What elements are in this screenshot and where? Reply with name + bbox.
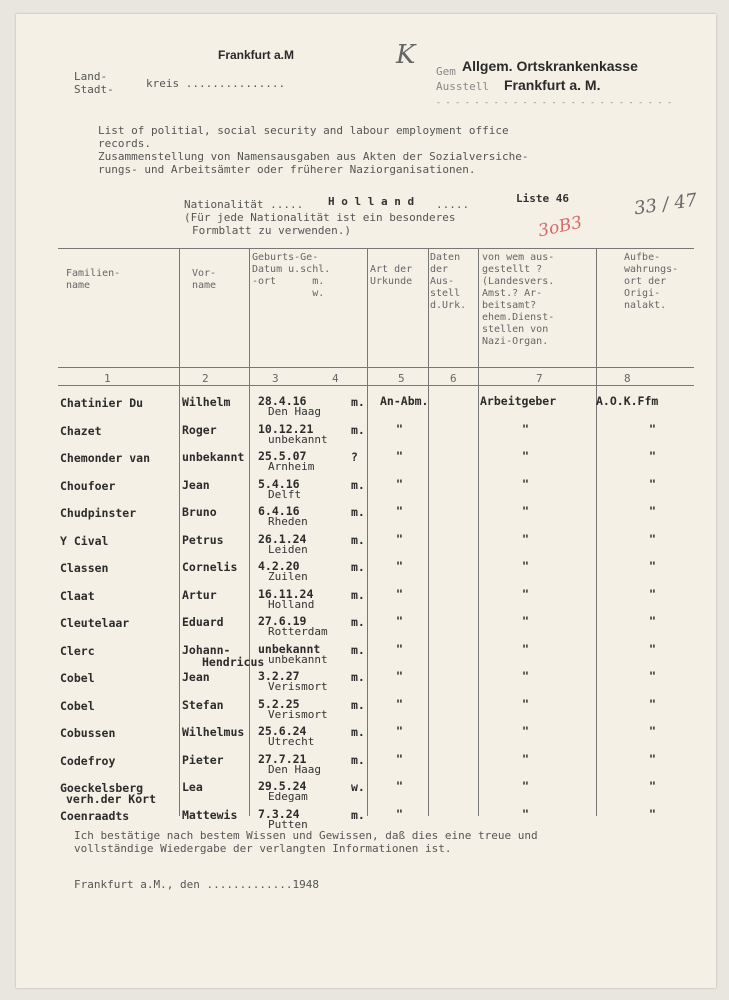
- issuer-cell: ": [522, 641, 529, 656]
- attestation-line-2: vollständige Wiedergabe der verlangten Informationen ist.: [74, 842, 452, 855]
- sex-cell: m.: [351, 560, 365, 574]
- sex-cell: m.: [351, 477, 365, 492]
- birth-place-cell: Utrecht: [268, 735, 315, 748]
- archive-cell: ": [649, 779, 656, 793]
- red-pencil-mark: 3oB3: [536, 212, 584, 242]
- table-number-rule: [58, 385, 694, 386]
- sex-cell: m.: [351, 587, 365, 602]
- birth-place-cell: Arnheim: [268, 460, 315, 473]
- archive-cell: ": [649, 751, 656, 766]
- document-type-cell: ": [396, 559, 403, 573]
- family-name-cell: Goeckelsberg: [60, 781, 144, 795]
- nationality-label: Nationalität .....: [184, 198, 304, 211]
- birth-place-cell: Edegam: [268, 790, 308, 803]
- birth-date-cell: 5.2.25: [258, 696, 300, 711]
- given-name-cell: Petrus: [182, 532, 224, 547]
- birth-place-cell: Rheden: [268, 515, 308, 528]
- issuer-cell: Arbeitgeber: [480, 394, 557, 408]
- document-page: [16, 14, 716, 988]
- col-header-family-name: Familien- name: [66, 268, 121, 291]
- birth-date-cell: 5.4.16: [258, 476, 300, 491]
- birth-date-cell: 6.4.16: [258, 504, 300, 518]
- birth-date-cell: 26.1.24: [258, 531, 307, 546]
- sex-cell: m.: [351, 752, 365, 767]
- handwritten-fraction: 33 / 47: [632, 189, 699, 220]
- given-name-cell: Roger: [182, 422, 217, 437]
- issuer-cell: ": [522, 449, 529, 463]
- col-divider-1: [179, 248, 180, 816]
- birth-date-cell: 4.2.20: [258, 559, 300, 573]
- birth-date-cell: 27.6.19: [258, 614, 307, 628]
- col-number-7: 7: [536, 372, 543, 385]
- col-number-6: 6: [450, 372, 457, 385]
- sex-cell: m.: [351, 642, 365, 657]
- document-type-cell: ": [396, 669, 403, 683]
- insurance-stamp-line2: Frankfurt a. M.: [504, 77, 601, 93]
- sex-cell: ?: [351, 450, 358, 464]
- intro-line-4: rungs- und Arbeitsämter oder früherer Naziorganisationen.: [98, 163, 476, 176]
- issuer-cell: ": [522, 504, 529, 518]
- city-stamp: Frankfurt a.M: [218, 48, 295, 62]
- handwritten-k: K: [396, 40, 416, 70]
- intro-line-3: Zusammenstellung von Namensausgaben aus Akten der Sozialversiche-: [98, 150, 529, 163]
- archive-cell: ": [649, 641, 656, 656]
- sex-cell: m.: [351, 697, 365, 712]
- archive-cell: ": [649, 449, 656, 463]
- issuer-cell: ": [522, 696, 529, 711]
- col-number-1: 1: [104, 372, 111, 385]
- issuer-cell: ": [522, 806, 529, 821]
- document-type-cell: ": [396, 504, 403, 518]
- family-name-cell: Chemonder van: [60, 451, 151, 465]
- birth-date-cell: unbekannt: [258, 641, 321, 656]
- given-name-cell: Lea: [182, 780, 203, 794]
- given-name-cell: Stefan: [182, 697, 224, 712]
- birth-date-cell: 29.5.24: [258, 779, 307, 793]
- sex-cell: w.: [351, 780, 365, 794]
- family-name-cell: Chatinier Du: [60, 396, 144, 410]
- birth-date-cell: 25.6.24: [258, 724, 307, 738]
- issuer-cell: ": [522, 779, 529, 793]
- issuer-cell: ": [522, 669, 529, 683]
- document-type-cell: ": [396, 779, 403, 793]
- gem-label: Gem: [436, 65, 456, 78]
- issuer-cell: ": [522, 531, 529, 546]
- issuer-cell: ": [522, 586, 529, 601]
- intro-line-1: List of politial, social security and labour employment office: [98, 124, 509, 137]
- given-name-cell: Cornelis: [182, 560, 238, 574]
- family-name-cell: Classen: [60, 561, 109, 575]
- col-header-issue-date: Daten der Aus- stell d.Urk.: [430, 252, 467, 311]
- stadt-label: Stadt-: [74, 83, 114, 96]
- birth-date-cell: 7.3.24: [258, 806, 300, 821]
- sex-cell: m.: [351, 615, 365, 629]
- archive-cell: ": [649, 559, 656, 573]
- liste-number: Liste 46: [516, 192, 569, 205]
- nationality-note-1: (Für jede Nationalität ist ein besonderes: [184, 211, 456, 224]
- archive-cell: A.O.K.Ffm: [596, 394, 659, 408]
- birth-place-cell: Holland: [268, 597, 315, 611]
- family-name-cell: Y Cival: [60, 533, 109, 548]
- birth-place-cell: Rotterdam: [268, 625, 328, 638]
- archive-cell: ": [649, 669, 656, 683]
- col-divider-4: [428, 248, 429, 816]
- attestation-line-1: Ich bestätige nach bestem Wissen und Gewissen, daß dies eine treue und: [74, 829, 538, 842]
- birth-place-cell: Delft: [268, 487, 302, 501]
- document-type-cell: ": [396, 421, 403, 436]
- issuer-cell: ": [522, 476, 529, 491]
- insurance-stamp-line1: Allgem. Ortskrankenkasse: [462, 58, 638, 74]
- given-name-cell: Wilhelmus: [182, 725, 245, 739]
- archive-cell: ": [649, 806, 656, 821]
- issuer-cell: ": [522, 614, 529, 628]
- birth-date-cell: 28.4.16: [258, 394, 307, 408]
- birth-place-cell: Den Haag: [268, 762, 321, 776]
- given-name-cell: Wilhelm: [182, 395, 231, 409]
- family-name-cell: Claat: [60, 588, 95, 603]
- sex-cell: m.: [351, 807, 365, 822]
- given-name-cell: Pieter: [182, 752, 224, 767]
- archive-cell: ": [649, 724, 656, 738]
- document-type-cell: ": [396, 751, 403, 766]
- col-divider-6: [596, 248, 597, 816]
- col-number-5: 5: [398, 372, 405, 385]
- document-type-cell: ": [396, 614, 403, 628]
- given-name-cell: Johann-: [182, 642, 231, 657]
- birth-place-cell: unbekannt: [268, 652, 328, 666]
- col-header-birth: Geburts-Ge- Datum u.schl. -ort m. w.: [252, 252, 331, 299]
- sex-cell: m.: [351, 532, 365, 547]
- family-name-cell: Codefroy: [60, 753, 116, 768]
- document-type-cell: An-Abm.: [380, 394, 429, 408]
- given-name-cell: Eduard: [182, 615, 224, 629]
- kreis-label: kreis ...............: [146, 77, 286, 90]
- given-name-cell-line2: Hendricus: [202, 654, 265, 669]
- archive-cell: ": [649, 614, 656, 628]
- col-header-archive: Aufbe- wahrungs- ort der Origi- nalakt.: [624, 252, 679, 311]
- birth-date-cell: 10.12.21: [258, 421, 314, 436]
- col-number-2: 2: [202, 372, 209, 385]
- place-date-line: Frankfurt a.M., den .............1948: [74, 878, 320, 891]
- birth-date-cell: 3.2.27: [258, 669, 300, 683]
- issuer-cell: ": [522, 724, 529, 738]
- family-name-cell: Cobel: [60, 671, 95, 685]
- col-divider-5: [478, 248, 479, 816]
- given-name-cell: Artur: [182, 587, 217, 602]
- col-number-3: 3: [272, 372, 279, 385]
- dotted-rule: - - - - - - - - - - - - - - - - - - - - - - - - -: [436, 98, 673, 107]
- sex-cell: m.: [351, 395, 365, 409]
- given-name-cell: Bruno: [182, 505, 217, 519]
- land-label: Land-: [74, 70, 108, 83]
- nationality-value: H o l l a n d: [328, 195, 415, 208]
- document-type-cell: ": [396, 641, 403, 656]
- ausstell-label: Ausstell: [436, 80, 489, 93]
- issuer-cell: ": [522, 559, 529, 573]
- sex-cell: m.: [351, 505, 365, 519]
- given-name-cell: Jean: [182, 670, 210, 684]
- family-name-cell: Chazet: [60, 423, 102, 438]
- given-name-cell: unbekannt: [182, 450, 245, 464]
- archive-cell: ": [649, 586, 656, 601]
- document-type-cell: ": [396, 449, 403, 463]
- document-type-cell: ": [396, 806, 403, 821]
- sex-cell: m.: [351, 725, 365, 739]
- col-divider-2: [249, 248, 250, 816]
- birth-date-cell: 16.11.24: [258, 586, 314, 601]
- family-name-cell: Choufoer: [60, 478, 116, 493]
- issuer-cell: ": [522, 751, 529, 766]
- document-type-cell: ": [396, 724, 403, 738]
- archive-cell: ": [649, 476, 656, 491]
- birth-date-cell: 25.5.07: [258, 449, 307, 463]
- nationality-note-2: Formblatt zu verwenden.): [192, 224, 351, 237]
- birth-place-cell: Verismort: [268, 680, 328, 693]
- family-name-cell: Chudpinster: [60, 506, 137, 520]
- col-divider-3: [367, 248, 368, 816]
- col-header-issuer: von wem aus- gestellt ? (Landesvers. Amst.? Ar- beitsamt? ehem.Dienst- stellen von Nazi-Organ.: [482, 252, 555, 347]
- birth-place-cell: Den Haag: [268, 405, 321, 418]
- table-top-rule: [58, 248, 694, 249]
- family-name-cell: Cobussen: [60, 726, 116, 740]
- family-name-cell: Cobel: [60, 698, 95, 713]
- archive-cell: ": [649, 531, 656, 546]
- col-header-given-name: Vor- name: [192, 268, 217, 291]
- birth-place-cell: Zuilen: [268, 570, 308, 583]
- family-name-cell-line2: verh.der Kort: [66, 792, 157, 806]
- given-name-cell: Jean: [182, 477, 210, 492]
- family-name-cell: Clerc: [60, 643, 95, 658]
- sex-cell: m.: [351, 422, 365, 437]
- document-type-cell: ": [396, 476, 403, 491]
- birth-place-cell: Leiden: [268, 542, 308, 556]
- table-header-rule: [58, 367, 694, 368]
- birth-place-cell: Putten: [268, 817, 308, 831]
- nationality-dots: .....: [436, 198, 470, 211]
- intro-line-2: records.: [98, 137, 151, 150]
- birth-date-cell: 27.7.21: [258, 751, 307, 766]
- col-number-4: 4: [332, 372, 339, 385]
- issuer-cell: ": [522, 421, 529, 436]
- document-type-cell: ": [396, 531, 403, 546]
- sex-cell: m.: [351, 670, 365, 684]
- document-type-cell: ": [396, 696, 403, 711]
- archive-cell: ": [649, 421, 656, 436]
- family-name-cell: Cleutelaar: [60, 616, 130, 630]
- archive-cell: ": [649, 504, 656, 518]
- document-type-cell: ": [396, 586, 403, 601]
- birth-place-cell: unbekannt: [268, 432, 328, 446]
- archive-cell: ": [649, 696, 656, 711]
- given-name-cell: Mattewis: [182, 807, 238, 822]
- birth-place-cell: Verismort: [268, 707, 328, 721]
- col-number-8: 8: [624, 372, 631, 385]
- family-name-cell: Coenraadts: [60, 808, 130, 823]
- col-header-document-type: Art der Urkunde: [370, 264, 413, 287]
